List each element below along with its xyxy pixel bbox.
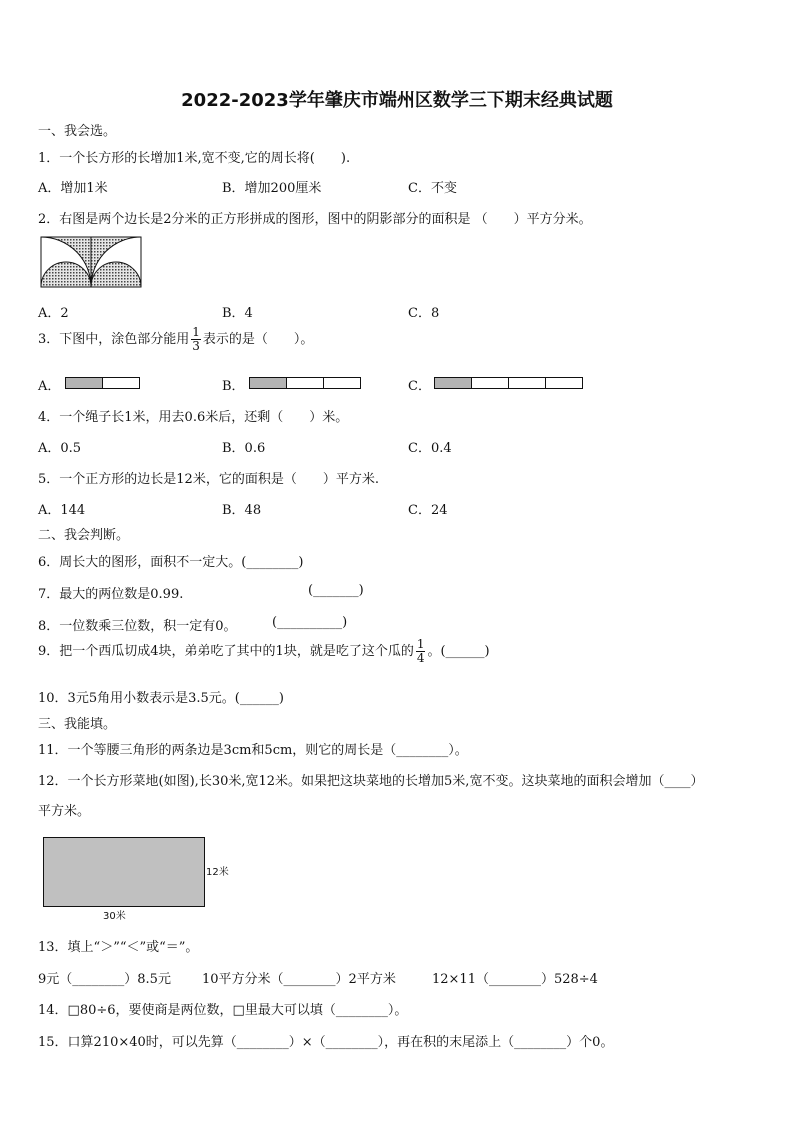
question-11: 11．一个等腰三角形的两条边是3cm和5cm，则它的周长是（________）。 (38, 743, 468, 758)
section-1-heading: 一、我会选。 (38, 124, 117, 139)
q13-item-a: 9元（________）8.5元 (38, 972, 171, 987)
question-12-cont: 平方米。 (38, 804, 91, 819)
section-2-heading: 二、我会判断。 (38, 528, 130, 543)
q9-fraction: $\frac{1}{4}$ (416, 637, 425, 665)
q1-option-a[interactable]: A．增加1米 (38, 181, 108, 196)
q5-option-c[interactable]: C．24 (408, 503, 448, 518)
q2-option-a[interactable]: A．2 (38, 306, 69, 321)
page-title: 2022-2023学年肇庆市端州区数学三下期末经典试题 (181, 90, 613, 111)
question-13: 13．填上“＞”“＜”或“＝”。 (38, 940, 199, 955)
q3-bar-a (65, 377, 140, 389)
q4-option-c[interactable]: C．0.4 (408, 441, 452, 456)
question-9: 9．把一个西瓜切成4块，弟弟吃了其中的1块，就是吃了这个瓜的 $\frac{1}{4}$ 。(______) (38, 637, 490, 665)
question-1: 1．一个长方形的长增加1米,宽不变,它的周长将( ). (38, 151, 351, 166)
q3-option-c[interactable]: C． (408, 379, 431, 394)
q5-option-b[interactable]: B．48 (222, 503, 262, 518)
q8-answer-blank[interactable]: (__________) (272, 615, 348, 630)
q12-rectangle-figure (43, 837, 205, 907)
question-2: 2．右图是两个边长是2分米的正方形拼成的图形，图中的阴影部分的面积是 （ ）平方分米。 (38, 212, 592, 227)
question-10: 10．3元5角用小数表示是3.5元。(______) (38, 691, 284, 706)
q1-option-c[interactable]: C．不变 (408, 181, 457, 196)
q2-shaded-figure (40, 236, 144, 288)
question-15: 15．口算210×40时，可以先算（________）×（________），再在积的末尾添上（________）个0。 (38, 1035, 614, 1050)
q12-length-label: 30米 (103, 911, 126, 922)
q4-option-b[interactable]: B．0.6 (222, 441, 266, 456)
q12-width-label: 12米 (206, 867, 229, 878)
q3-fraction: $\frac{1}{3}$ (192, 325, 200, 353)
question-8: 8．一位数乘三位数，积一定有0。 (38, 619, 237, 634)
question-6: 6．周长大的图形，面积不一定大。(________) (38, 555, 304, 570)
question-14: 14．□80÷6，要使商是两位数，□里最大可以填（________）。 (38, 1003, 408, 1018)
q13-item-b: 10平方分米（________）2平方米 (202, 972, 396, 987)
question-4: 4．一个绳子长1米，用去0.6米后，还剩（ ）米。 (38, 410, 349, 425)
q2-option-b[interactable]: B．4 (222, 306, 253, 321)
q3-option-a[interactable]: A． (38, 379, 61, 394)
q1-option-b[interactable]: B．增加200厘米 (222, 181, 322, 196)
q3-bar-c (434, 377, 583, 389)
q13-item-c: 12×11（________）528÷4 (432, 972, 598, 987)
q3-option-b[interactable]: B． (222, 379, 245, 394)
question-12: 12．一个长方形菜地(如图),长30米,宽12米。如果把这块菜地的长增加5米,宽不变。这块菜地的面积会增加（____） (38, 774, 704, 789)
question-7: 7．最大的两位数是0.99. (38, 587, 184, 602)
q3-bar-b (249, 377, 361, 389)
q2-option-c[interactable]: C．8 (408, 306, 440, 321)
section-3-heading: 三、我能填。 (38, 717, 117, 732)
question-5: 5．一个正方形的边长是12米，它的面积是（ ）平方米. (38, 472, 379, 487)
q5-option-a[interactable]: A．144 (38, 503, 86, 518)
question-3: 3．下图中，涂色部分能用 $\frac{1}{3}$ 表示的是（ ）。 (38, 325, 314, 353)
q4-option-a[interactable]: A．0.5 (38, 441, 82, 456)
q7-answer-blank[interactable]: (_______) (308, 583, 364, 598)
